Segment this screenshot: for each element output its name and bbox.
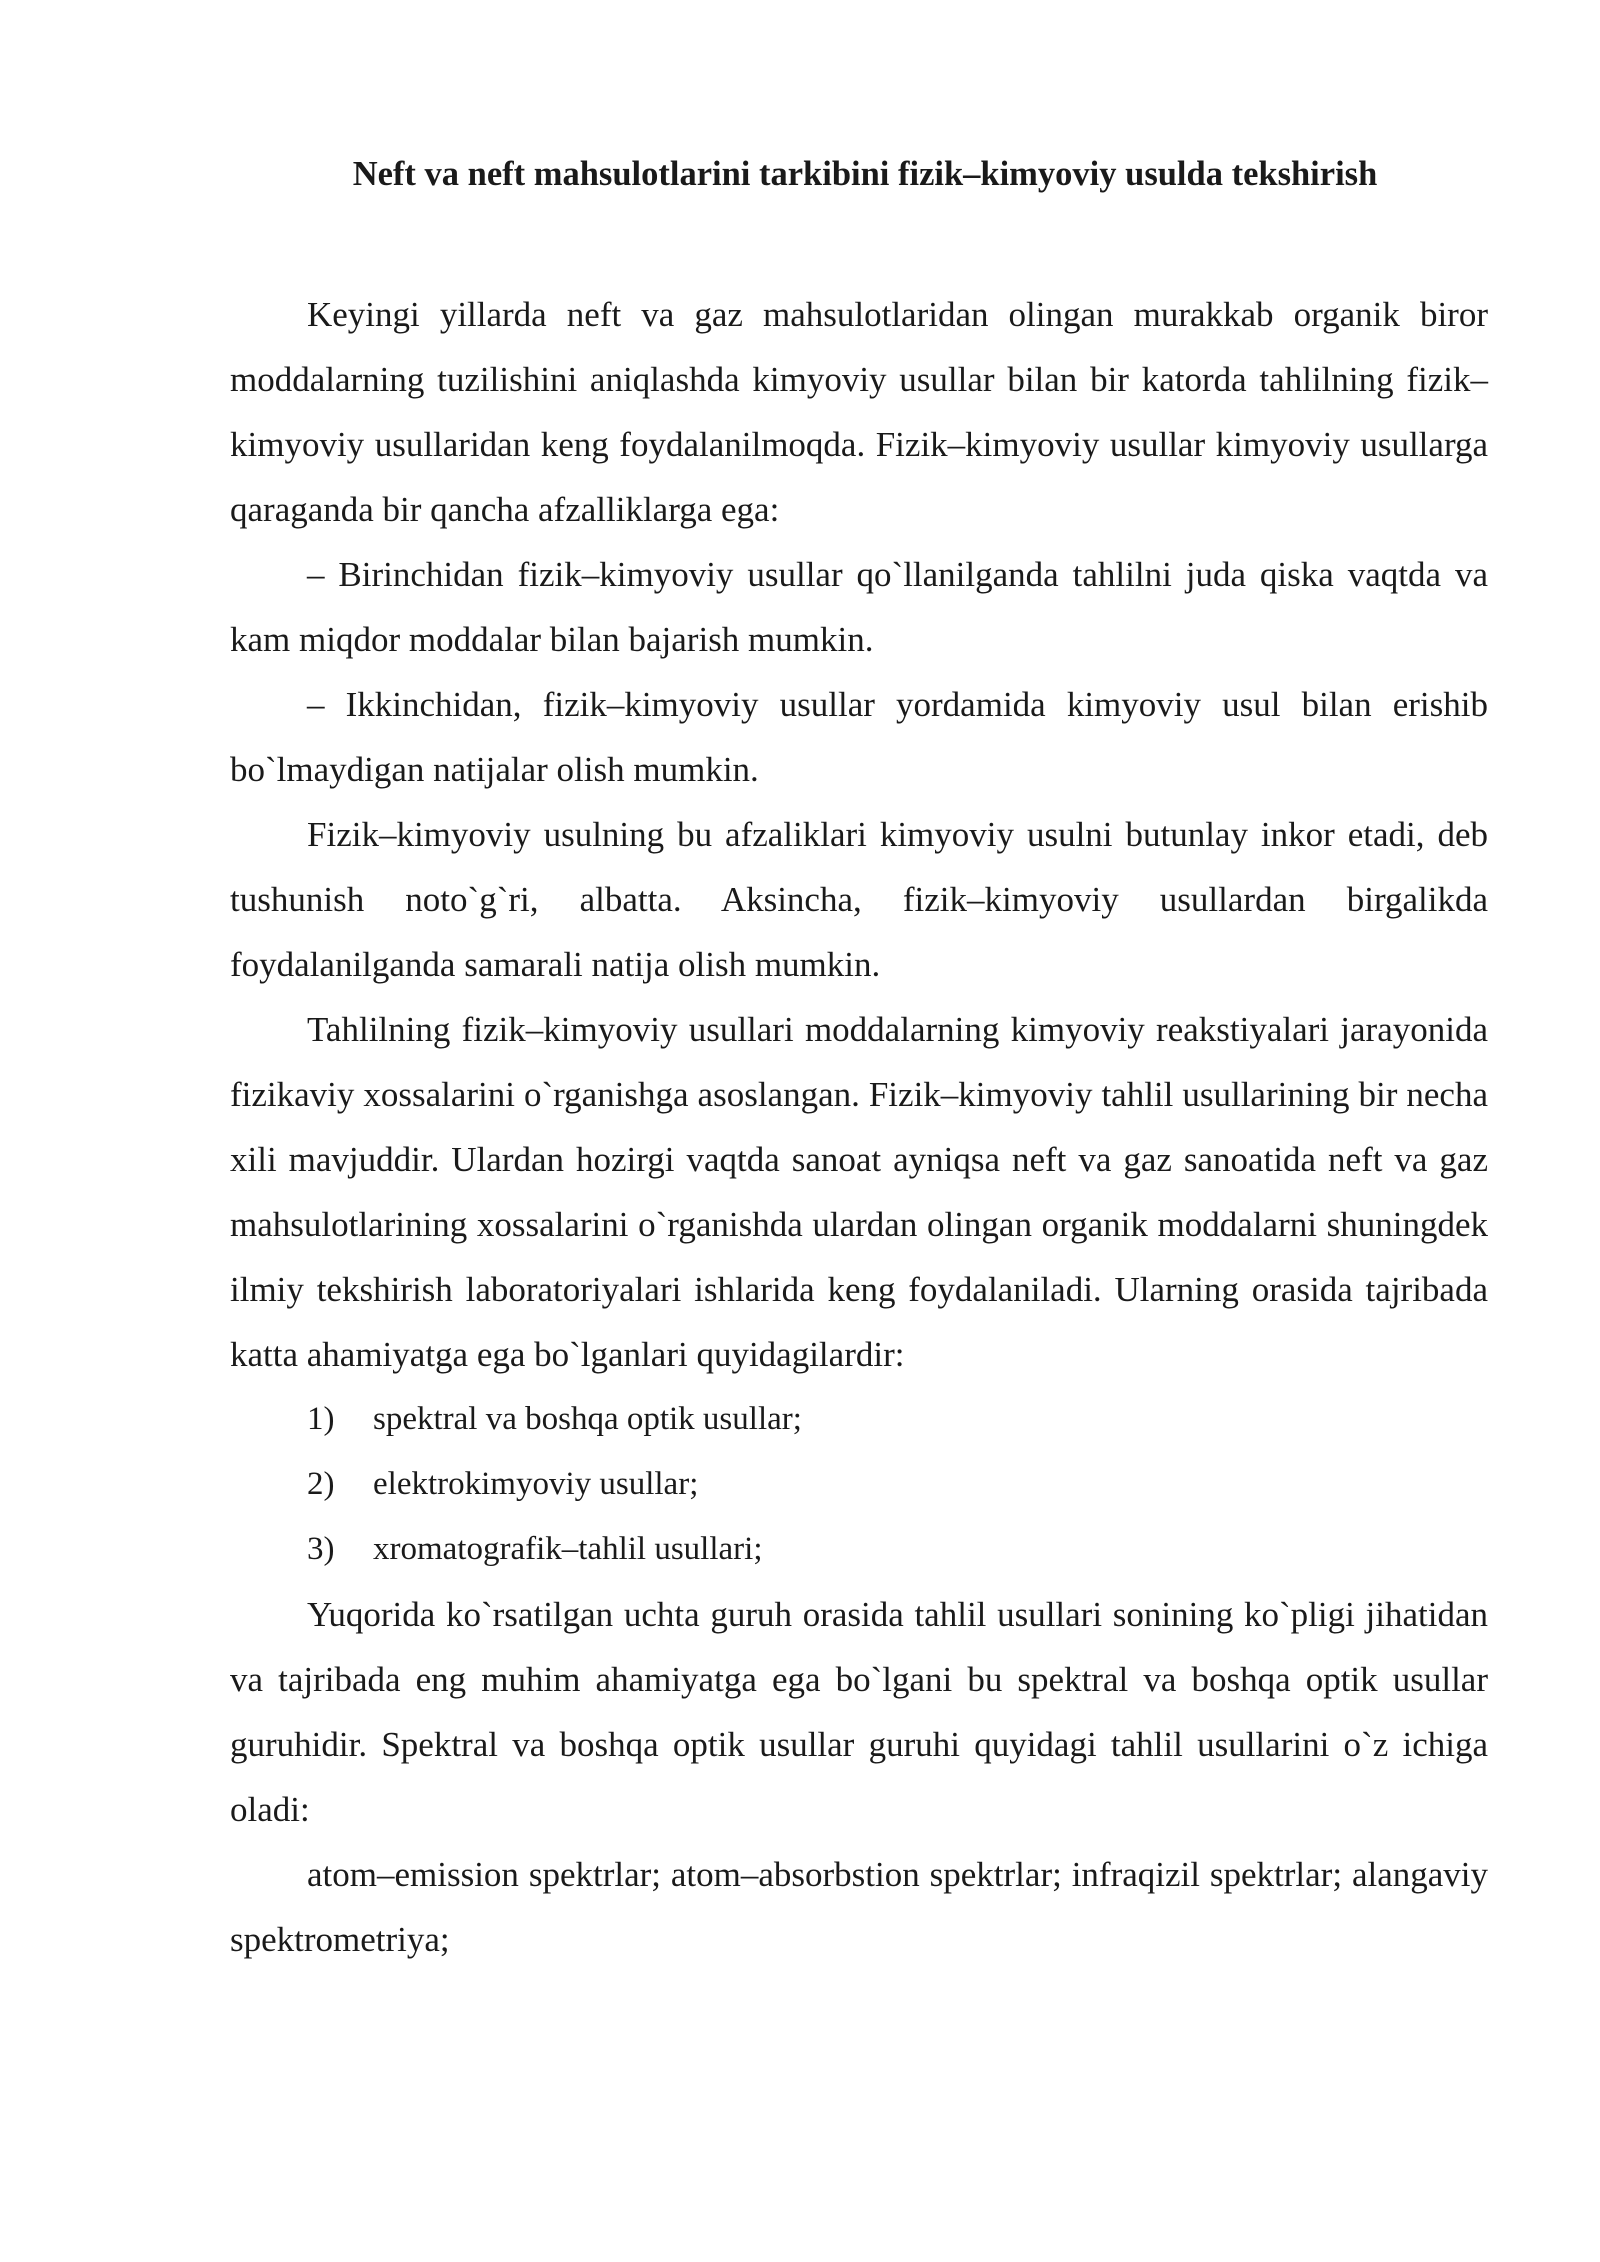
document-body — [230, 282, 1488, 1972]
list-item — [230, 1387, 1488, 1452]
list-item-text: spektral va boshqa optik usullar; — [373, 1401, 802, 1437]
paragraph-first-advantage: – Birinchidan fizik–kimyoviy usullar qo`llanilganda tahlilni juda qiska vaqtda va kam miqdor moddalar bilan bajarish mumkin. — [230, 555, 1488, 659]
paragraph-spectral-group: Yuqorida ko`rsatilgan uchta guruh orasida tahlil usullari sonining ko`pligi jihatidan va tajribada eng muhim ahamiyatga ega bo`lgani bu spektral va boshqa optik usullar guruhidir. Spektral va boshqa optik usullar guruhi quyidagi tahlil usullarini o`z ichiga oladi: — [230, 1595, 1488, 1829]
list-item-number: 3) — [307, 1531, 335, 1567]
paragraph-spectral-methods: atom–emission spektrlar; atom–absorbstion spektrlar; infraqizil spektrlar; alangaviy spektrometriya; — [230, 1855, 1488, 1959]
document-title: Neft va neft mahsulotlarini tarkibini fizik–kimyoviy usulda tekshirish — [352, 155, 1378, 193]
paragraph-methods-overview: Tahlilning fizik–kimyoviy usullari moddalarning kimyoviy reakstiyalari jarayonida fizikaviy xossalarini o`rganishga asoslangan. Fizik–kimyoviy tahlil usullarining bir necha xili mavjuddir. Ulardan hozirgi vaqtda sanoat ayniqsa neft va gaz sanoatida neft va gaz mahsulotlarining xossalarini o`rganishda ulardan olingan organik moddalarni shuningdek ilmiy tekshirish laboratoriyalari ishlarida keng foydalaniladi. Ularning orasida tajribada katta ahamiyatga ega bo`lganlari quyidagilardir: — [230, 1010, 1488, 1374]
methods-list — [230, 1387, 1488, 1582]
list-item-number: 1) — [307, 1401, 335, 1437]
list-item — [230, 1517, 1488, 1582]
paragraph-second-advantage: – Ikkinchidan, fizik–kimyoviy usullar yordamida kimyoviy usul bilan erishib bo`lmaydigan natijalar olish mumkin. — [230, 685, 1488, 789]
paragraph-clarification: Fizik–kimyoviy usulning bu afzaliklari kimyoviy usulni butunlay inkor etadi, deb tushunish noto`g`ri, albatta. Aksincha, fizik–kimyoviy usullardan birgalikda foydalanilganda samarali natija olish mumkin. — [230, 815, 1488, 984]
list-item-text: elektrokimyoviy usullar; — [373, 1466, 699, 1502]
list-item — [230, 1452, 1488, 1517]
list-item-number: 2) — [307, 1466, 335, 1502]
list-item-text: xromatografik–tahlil usullari; — [373, 1531, 763, 1567]
paragraph-intro: Keyingi yillarda neft va gaz mahsulotlaridan olingan murakkab organik biror moddalarning tuzilishini aniqlashda kimyoviy usullar bilan bir katorda tahlilning fizik–kimyoviy usullaridan keng foydalanilmoqda. Fizik–kimyoviy usullar kimyoviy usullarga qaraganda bir qancha afzalliklarga ega: — [230, 295, 1488, 529]
